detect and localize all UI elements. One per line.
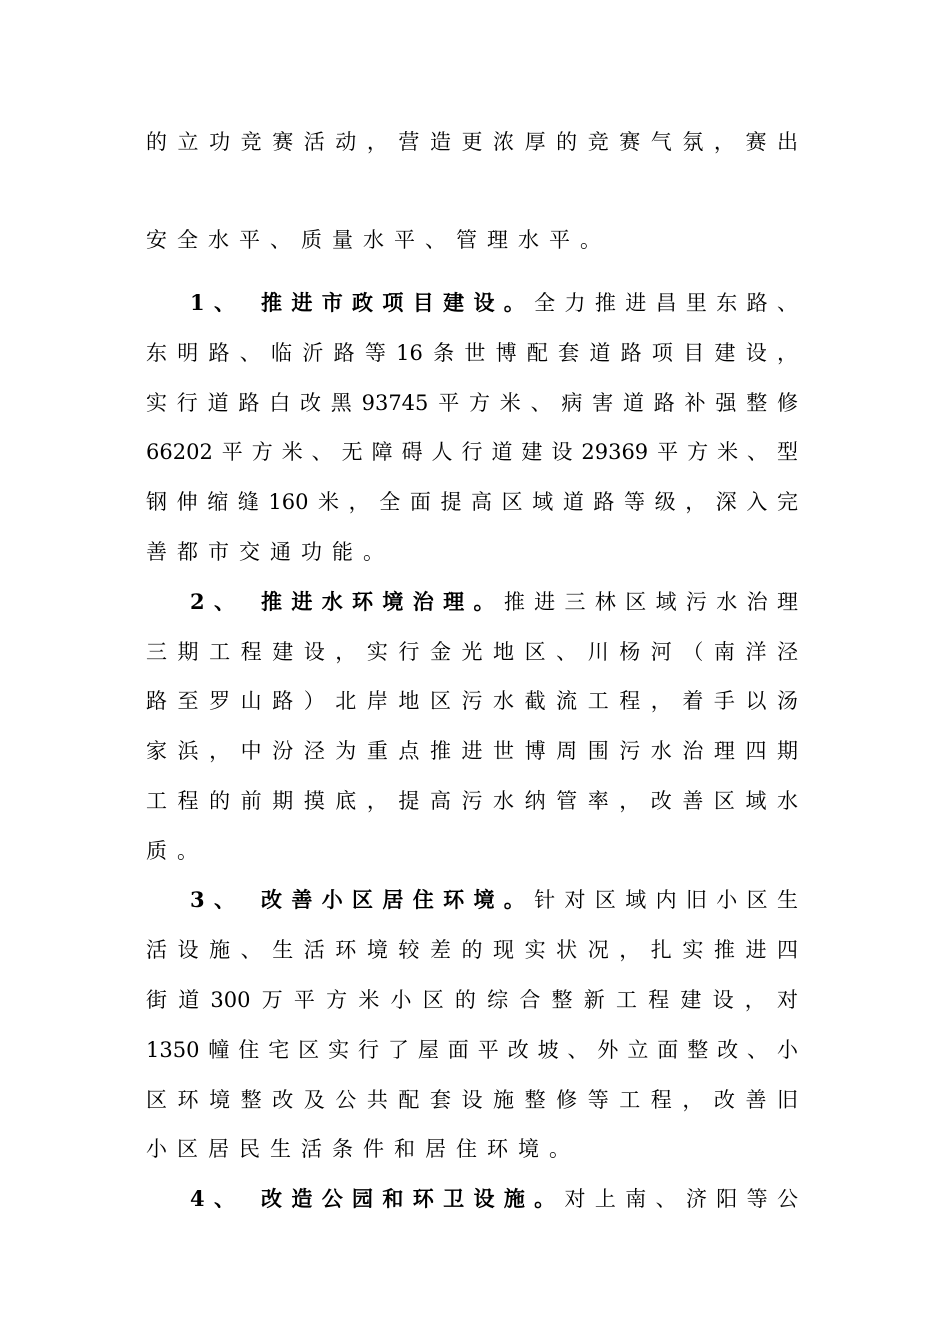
paragraph-line: 街道300万平方米小区的综合整新工程建设，对 [146, 988, 798, 1012]
paragraph-line: 区环境整改及公共配套设施整修等工程，改善旧 [146, 1088, 798, 1112]
paragraph-line: 路至罗山路）北岸地区污水截流工程，着手以汤 [146, 689, 798, 713]
section-3-text: 针对区域内旧小区生 [534, 888, 798, 912]
section-1-first-line [190, 285, 798, 321]
section-1-heading: 1、 推进市政项目建设。 [190, 290, 535, 315]
paragraph-line: 安全水平、质量水平、管理水平。 [146, 228, 611, 252]
paragraph-line: 的立功竞赛活动，营造更浓厚的竞赛气氛，赛出 [146, 130, 798, 154]
paragraph-line: 工程的前期摸底，提高污水纳管率，改善区域水 [146, 789, 798, 813]
section-4-text: 对上南、济阳等公 [564, 1187, 799, 1211]
section-2-heading: 2、 推进水环境治理。 [190, 589, 504, 614]
section-4-heading: 4、 改造公园和环卫设施。 [190, 1186, 565, 1211]
section-2-text: 推进三林区域污水治理 [503, 590, 798, 614]
paragraph-line: 1350幢住宅区实行了屋面平改坡、外立面整改、小 [146, 1038, 798, 1062]
section-2-first-line [190, 584, 798, 620]
paragraph-line: 活设施、生活环境较差的现实状况，扎实推进四 [146, 938, 798, 962]
paragraph-line: 三期工程建设，实行金光地区、川杨河（南洋泾 [146, 640, 798, 664]
paragraph-line: 66202平方米、无障碍人行道建设29369平方米、型 [146, 440, 798, 464]
section-3-first-line [190, 882, 798, 918]
section-4-first-line [190, 1181, 798, 1217]
section-3-heading: 3、 改善小区居住环境。 [190, 887, 535, 912]
paragraph-line: 小区居民生活条件和居住环境。 [146, 1137, 580, 1161]
paragraph-line: 善都市交通功能。 [146, 540, 394, 564]
paragraph-line: 实行道路白改黑93745平方米、病害道路补强整修 [146, 391, 798, 415]
section-1-text: 全力推进昌里东路、 [534, 291, 798, 315]
paragraph-line: 东明路、临沂路等16条世博配套道路项目建设， [146, 341, 798, 365]
paragraph-line: 钢伸缩缝160米，全面提高区域道路等级，深入完 [146, 490, 798, 514]
paragraph-line: 质。 [146, 839, 208, 863]
paragraph-line: 家浜，中汾泾为重点推进世博周围污水治理四期 [146, 739, 798, 763]
